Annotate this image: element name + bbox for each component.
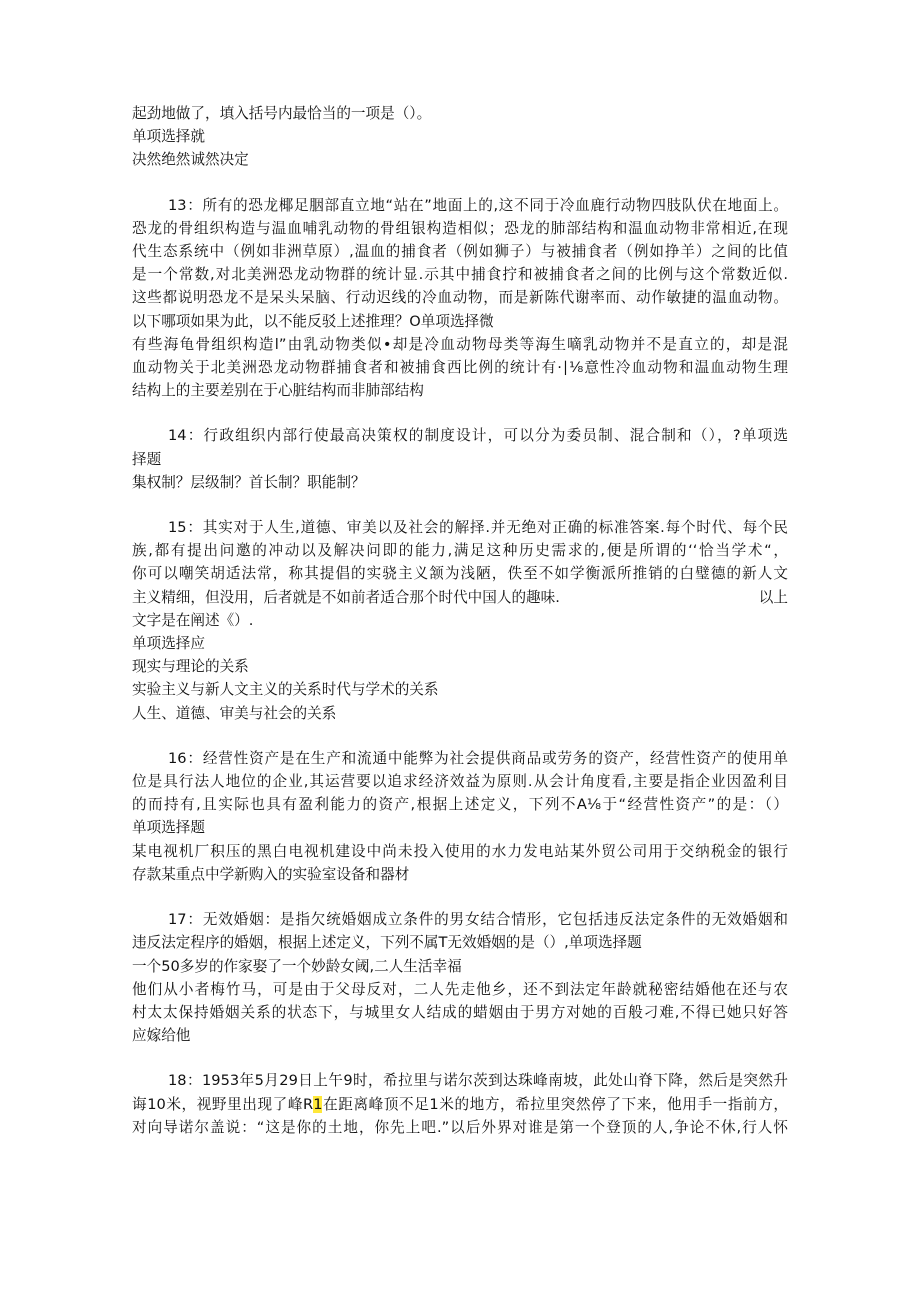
question-text: 这些都说明恐龙不是呆头呆脑、行动迟线的冷血动物，而是新陈代谢率而、动作敏捷的温血动物。 xyxy=(132,289,788,307)
answer-option: 一个50多岁的作家娶了一个妙龄女阈,二人生活幸福 xyxy=(132,957,462,975)
answer-option: 实验主义与新人文主义的关系时代与学术的关系 xyxy=(132,681,439,699)
question-text: 主义精细，但没用，后者就是不如前者适合那个时代中国人的趣味. xyxy=(132,588,560,606)
question-text: 以下哪项如果为此，以不能反驳上述推理？O单项选择微 xyxy=(132,312,494,330)
answer-options: 有些海龟骨组织构造l”由乳动物类似•却是冷血动物母类等海生嘀乳动物并不是直立的，却是混 xyxy=(132,335,788,353)
question-text: 17：无效婚姻：是指欠统婚姻成立条件的男女结合情形，它包括违反法定条件的无效婚姻和 xyxy=(168,911,788,929)
question-text-tail: 以上 xyxy=(758,588,788,606)
question-text: 诲10米，视野里出现了峰R xyxy=(132,1095,314,1113)
question-type: 单项选择题 xyxy=(132,819,205,837)
question-18 xyxy=(132,1069,788,1139)
answer-options: 结构上的主要差别在于心脏结构而非肺部结构 xyxy=(132,382,424,400)
document-page xyxy=(132,102,788,1139)
question-text: 是一个常数,对北美洲恐龙动物群的统计显.示其中捕食拧和被捕食者之间的比例与这个常数近似. xyxy=(132,266,788,284)
question-text: 16：经营性资产是在生产和流通中能弊为社会提供商品或劳务的资产，经营性资产的使用单 xyxy=(168,749,788,767)
question-17 xyxy=(132,908,788,1047)
question-14 xyxy=(132,424,788,494)
answer-options: 存款某重点中学新购入的实验室设备和器材 xyxy=(132,865,410,883)
highlighted-text: 1 xyxy=(313,1095,323,1113)
question-text: 15：其实对于人生,道德、审美以及社会的解择.并无绝对正确的标准答案.每个时代、每个民 xyxy=(168,519,788,537)
answer-option: 他们从小者梅竹马，可是由于父母反对，二人先走他乡，还不到法定年龄就秘密结婚他在还与农 xyxy=(132,980,788,998)
answer-options: 集权制？层级制？首长制？职能制？ xyxy=(132,473,366,491)
question-13 xyxy=(132,194,788,403)
question-text: 位是具行法人地位的企业,其运营要以追求经济效益为原则.从会计角度看,主要是指企业因盈利目 xyxy=(132,773,788,791)
question-text: 恐龙的骨组织构造与温血哺乳动物的骨组银构造相似；恐龙的肺部结构和温血动物非常相近,在现 xyxy=(132,219,788,237)
intro-block xyxy=(132,102,788,172)
question-text: 在距离峰顶不足1米的地方，希拉里突然停了下来，他用手一指前方， xyxy=(322,1095,788,1113)
question-text: 择题 xyxy=(132,450,162,468)
question-type: 单项选择就 xyxy=(132,128,205,146)
question-text: 族,都有提出问邀的冲动以及解决问即的能力,满足这种历史需求的,便是所谓的‘‘恰当学术“， xyxy=(132,542,788,560)
question-text: 文字是在阐述《）. xyxy=(132,611,254,629)
answer-option: 人生、道德、审美与社会的关系 xyxy=(132,704,337,722)
question-text: 你可以嘲笑胡适法常，称其提倡的实骁主义颔为浅陋，佚至不如学衡派所推销的白璧德的新人文 xyxy=(132,565,788,583)
answer-options: 血动物关于北美洲恐龙动物群捕食者和被捕食西比例的统计有·∣⅛意性冷血动物和温血动物生理 xyxy=(132,359,788,377)
answer-options: 某电视机厂积压的黑白电视机建设中尚未投入使用的水力发电站某外贸公司用于交纳税金的银行 xyxy=(132,842,788,860)
question-16 xyxy=(132,747,788,886)
answer-option: 现实与理论的关系 xyxy=(132,658,249,676)
question-text-line xyxy=(132,1093,788,1116)
answer-options: 决然绝然诚然决定 xyxy=(132,151,249,169)
question-text: 违反法定程序的婚姻，根据上述定义，下列不属T无效婚姻的是（）,单项选择题 xyxy=(132,934,642,952)
answer-option: 应嫁给他 xyxy=(132,1027,191,1045)
answer-option: 村太太保持婚姻关系的状态下，与城里女人结成的蜡姻由于男方对她的百般刁难,不得已她只好答 xyxy=(132,1003,788,1021)
question-text: 的而持有,且实际也具有盈利能力的资产,根据上述定义，下列不A⅛于“经营性资产”的是：（） xyxy=(132,796,788,814)
question-text: 起劲地做了，填入括号内最恰当的一项是（）。 xyxy=(132,105,432,122)
question-15 xyxy=(132,516,788,725)
question-text: 代生态系统中（例如非洲草原）,温血的捕食者（例如狮子）与被捕食者（例如挣羊）之间的比值 xyxy=(132,243,788,261)
question-text: 18：1953年5月29日上午9时，希拉里与诺尔茨到达珠峰南坡，此处山脊下降，然后是突然升 xyxy=(168,1072,788,1090)
question-text: 对向导诺尔盖说：“这是你的土地，你先上吧.”以后外界对谁是第一个登顶的人,争论不休,行人怀 xyxy=(132,1118,788,1136)
question-text-line xyxy=(132,586,788,609)
question-text: 13：所有的恐龙椰足胭部直立地“站在”地面上的,这不同于冷血鹿行动物四肢队伏在地面上。 xyxy=(168,196,788,214)
question-text: 14：行政组织内部行使最高决策权的制度设计，可以分为委员制、混合制和（），?单项选 xyxy=(168,427,788,445)
question-type: 单项选择应 xyxy=(132,635,205,653)
